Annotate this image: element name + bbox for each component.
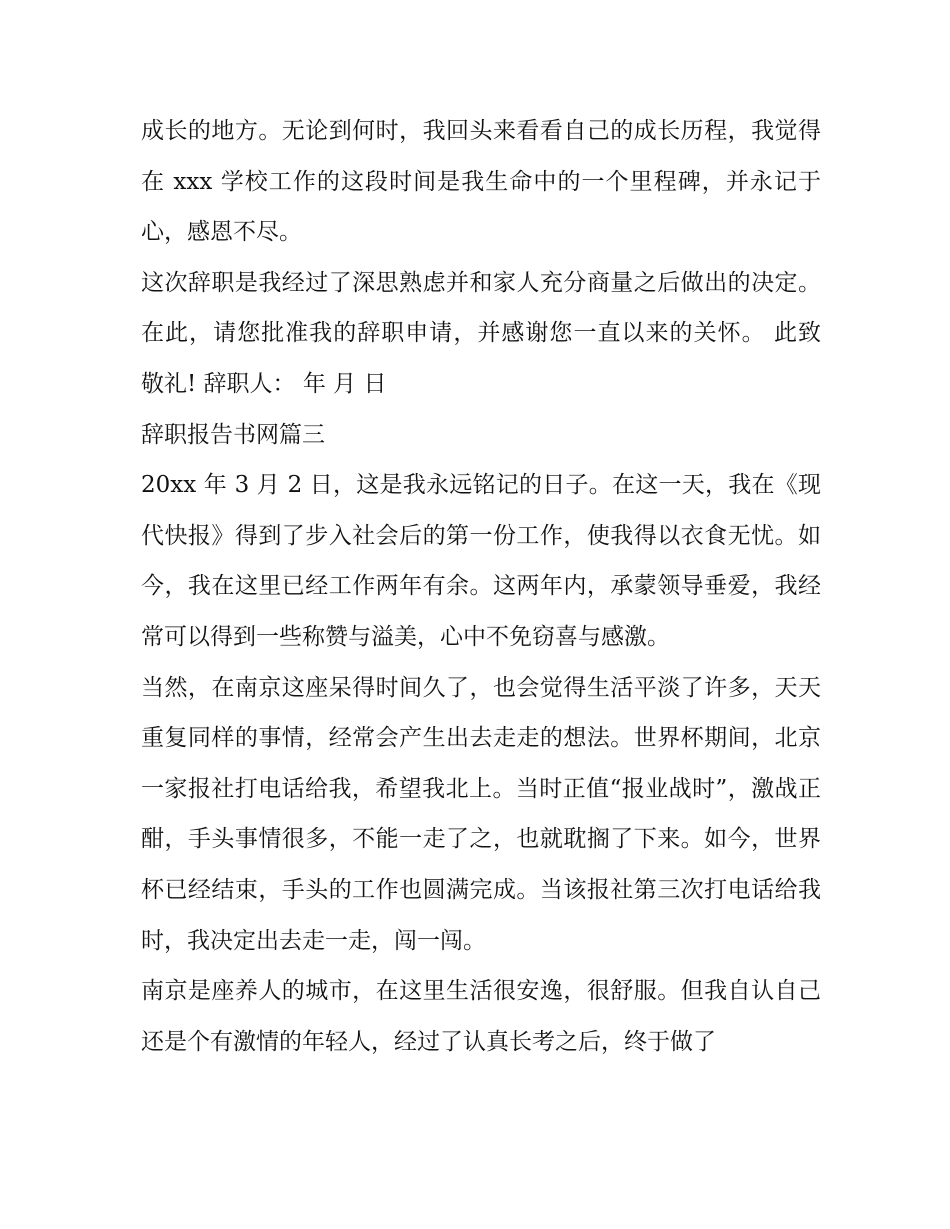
paragraph-resignation-decision: 这次辞职是我经过了深思熟虑并和家人充分商量之后做出的决定。在此，请您批准我的辞职申请，并感谢您一直以来的关怀。 此致 敬礼! 辞职人： 年 月 日 xyxy=(141,269,821,397)
paragraph-first-job: 20xx 年 3 月 2 日，这是我永远铭记的日子。在这一天，我在《现代快报》得到了步入社会后的第一份工作，使我得以衣食无忧。如今，我在这里已经工作两年有余。这两年内，承蒙领导垂爱，我经常可以得到一些称赞与溢美，心中不免窃喜与感激。 xyxy=(141,472,821,650)
paragraph-nanjing-life: 当然，在南京这座呆得时间久了，也会觉得生活平淡了许多，天天重复同样的事情，经常会产生出去走走的想法。世界杯期间，北京一家报社打电话给我，希望我北上。当时正值“报业战时”，激战正酣，手头事情很多，不能一走了之，也就耽搁了下来。如今，世界杯已经结束，手头的工作也圆满完成。当该报社第三次打电话给我时，我决定出去走一走，闯一闯。 xyxy=(141,674,821,954)
paragraph-growth-place: 成长的地方。无论到何时，我回头来看看自己的成长历程，我觉得在 xxx 学校工作的这段时间是我生命中的一个里程碑，并永记于心，感恩不尽。 xyxy=(141,118,821,246)
document-body xyxy=(141,106,821,1067)
paragraph-decision: 南京是座养人的城市，在这里生活很安逸，很舒服。但我自认自己还是个有激情的年轻人，经过了认真长考之后，终于做了 xyxy=(141,978,821,1055)
section-heading: 辞职报告书网篇三 xyxy=(141,421,325,448)
